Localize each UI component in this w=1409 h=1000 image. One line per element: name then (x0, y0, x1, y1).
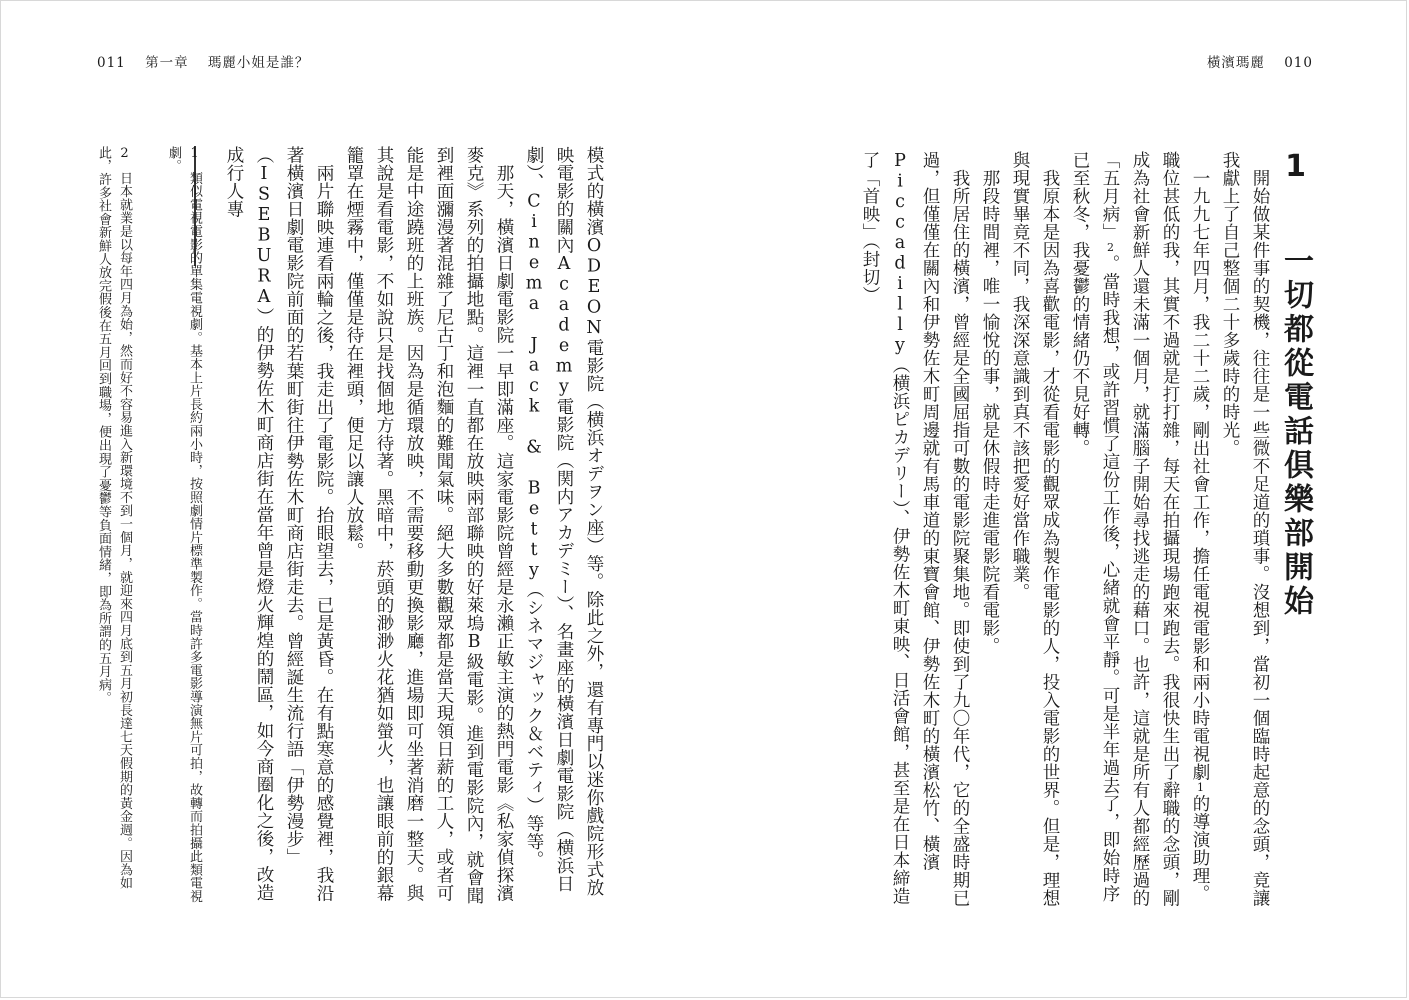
book-title: 橫濱瑪麗 (1206, 55, 1265, 71)
section-heading (1273, 149, 1317, 909)
body-text-run: 一九九七年四月，我二十二歲，剛出社會工作，擔任電視電影和兩小時電視劇 (1190, 168, 1210, 781)
right-page (705, 1, 1409, 999)
footnote-text: 類似電視電影的單集電視劇。基本上片長約兩小時，按照劇情片標準製作。當時許多電影導演無片可拍，故轉而拍攝此類電視劇。 (166, 146, 202, 903)
footnote-text: 日本就業是以每年四月為始，然而好不容易進入新環境不到一個月，就迎來四月底到五月初長達七天假期的黃金週。因為如此，許多社會新鮮人放完假後在五月回到職場，便出現了憂鬱等負面情緒，即為所謂的五月病。 (96, 146, 132, 890)
body-paragraph: 模式的橫濱ODEON電影院（横浜オデヲン座）等。除此之外，還有專門以迷你戲院形式放映電影的關內Academy電影院（関内アカデミー）、名畫座的橫濱日劇電影院（横浜日劇）、Cinema Jack & Betty（シネマジャック＆ベティ）等等。 (524, 146, 604, 897)
body-paragraph: 我所居住的橫濱，曾經是全國屈指可數的電影院聚集地。即使到了九〇年代，它的全盛時期已過，但僅僅在關內和伊勢佐木町周邊就有馬車道的東寶會館、伊勢佐木町的橫濱松竹、橫濱Piccadilly（横浜ピカデリー）、伊勢佐木町東映、日活會館，甚至是在日本締造了「首映」（封切） (860, 151, 970, 907)
right-page-number: 010 (1284, 55, 1313, 71)
body-paragraph: 那段時間裡，唯一愉悅的事，就是休假時走進電影院看電影。 (980, 168, 1000, 655)
body-text-run: 的導演助理。職位甚低的我，其實不過就是打打雜，每天在拍攝現場跑來跑去。我很快生出了辭職的念頭，剛成為社會新鮮人還未滿一個月，就滿腦子開始尋找逃走的藉口。也許，這就是所有人都經歷過的「五月病」 (1100, 151, 1210, 907)
left-page-number: 011 (97, 55, 126, 71)
footnote-ref: 2 (1104, 241, 1117, 255)
footnote-number: 1 (187, 146, 202, 162)
body-paragraph (1065, 151, 1215, 911)
left-page (1, 1, 705, 999)
section-title: 一切都從電話俱樂部開始 (1278, 245, 1313, 619)
body-paragraph: 開始做某件事的契機，往往是一些微不足道的瑣事。沒想到，當初一個臨時起意的念頭，竟讓我獻上了自己整個二十多歲時的時光。 (1220, 151, 1270, 907)
right-body-text (855, 151, 1275, 911)
body-text-run: 。當時我想，或許習慣了這份工作後，心緒就會平靜。可是半年過去了，即始時序已至秋冬，我憂鬱的情緒仍不見好轉。 (1070, 151, 1120, 903)
body-paragraph: 那天，橫濱日劇電影院一早即滿座。這家電影院曾經是永瀨正敏主演的熱門電影《私家偵探濱麥克》系列的拍攝地點。這裡一直都在放映兩部聯映的好萊塢B級電影。進到電影院內，就會聞到裡面瀰漫著混雜了尼古丁和泡麵的難聞氣味。絕大多數觀眾都是當天現領日薪的工人，或者可能是中途蹺班的上班族。因為是循環放映，不需要移動更換影廳，進場即可坐著消磨一整天。與其說是看電影，不如說只是找個地方待著。黑暗中，菸頭的渺渺火花猶如螢火，也讓眼前的銀幕籠罩在煙霧中，僅僅是待在裡頭，便足以讓人放鬆。 (344, 146, 514, 905)
body-paragraph: 我原本是因為喜歡電影，才從看電影的觀眾成為製作電影的人，投入電影的世界。但是，理想與現實畢竟不同，我深深意識到真不該把愛好當作職業。 (1010, 151, 1060, 907)
footnotes (93, 146, 205, 906)
body-paragraph: 兩片聯映連看兩輪之後，我走出了電影院。抬眼望去，已是黃昏。在有點寒意的感覺裡，我沿著橫濱日劇電影院前面的若葉町街往伊勢佐木町商店街走去。曾經誕生流行語「伊勢漫步」（ISEBURA）的伊勢佐木町商店街在當年曾是燈火輝煌的鬧區，如今商圈化之後，改造成行人專 (224, 146, 334, 902)
chapter-label: 第一章 (145, 55, 189, 71)
footnote-item (93, 146, 135, 906)
footnote-item (163, 146, 205, 906)
section-number: 1 (1278, 149, 1313, 188)
left-page-header (97, 51, 323, 71)
left-body-text (219, 146, 609, 906)
footnote-number: 2 (117, 146, 132, 162)
right-page-header (1193, 51, 1313, 71)
footnote-ref: 1 (1194, 780, 1207, 794)
chapter-title: 瑪麗小姐是誰？ (207, 55, 310, 71)
